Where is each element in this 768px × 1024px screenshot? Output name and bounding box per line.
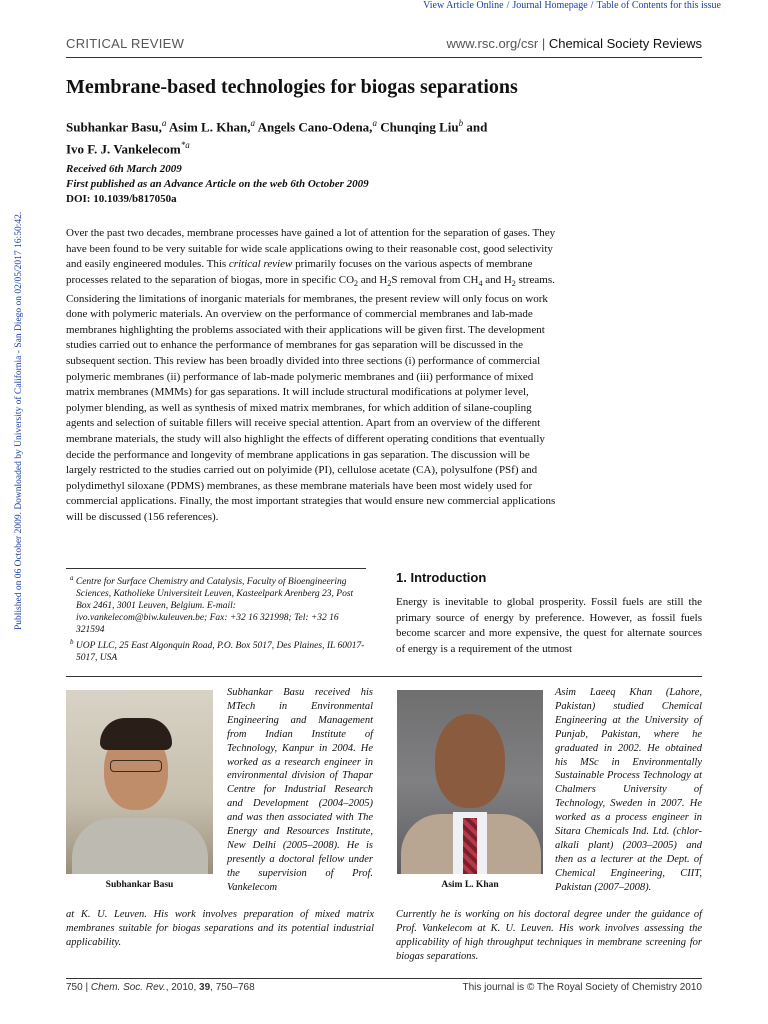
biography-khan-continued: Currently he is working on his doctoral degree under the guidance of Prof. Vankelecom at K. U. Leuven. His work involves assessing the applicability of high throughput techniques in membrane screening for biogas separations.	[396, 909, 702, 962]
doi-label: DOI:	[66, 193, 91, 205]
journal-abbrev: Chem. Soc. Rev.	[90, 982, 166, 993]
author-conjunction: and	[463, 119, 488, 135]
article-title: Membrane-based technologies for biogas separations	[66, 76, 518, 98]
citation-line	[66, 982, 255, 993]
author-photo-khan	[397, 690, 543, 874]
download-stamp-text: Published on 06 October 2009. Downloaded by University of California - San Diego on 02/05/2017 16:50:42.	[14, 211, 24, 630]
subscript: 4	[478, 278, 483, 288]
link-separator: /	[506, 0, 510, 11]
received-date: Received 6th March 2009	[66, 163, 182, 175]
affiliation-text: UOP LLC, 25 East Algonquin Road, P.O. Box 5017, Des Plaines, IL 60017-5017, USA	[75, 641, 365, 664]
author-name: Chunqing Liu	[376, 119, 459, 135]
author-name: Angels Cano-Odena,	[255, 119, 373, 135]
author-affil-mark: a	[161, 118, 167, 128]
journal-url: www.rsc.org/csr	[446, 36, 539, 51]
copyright-notice: This journal is © The Royal Society of Chemistry 2010	[462, 982, 702, 993]
affiliation-item	[66, 572, 366, 636]
abstract	[66, 226, 558, 525]
author-name: Ivo F. J. Vankelecom	[66, 141, 181, 157]
page-number: 750 |	[66, 982, 91, 993]
top-links	[423, 0, 721, 11]
abstract-text	[66, 226, 558, 525]
running-header	[66, 36, 702, 58]
photo-hair	[100, 718, 172, 750]
photo-face	[435, 714, 505, 808]
biography-khan: Asim Laeeq Khan (Lahore, Pakistan) studied Chemical Engineering at the University of Punjab, Pakistan, where he graduated in 2002. He obtained his MSc in Environmentally Sustainable Process Technology at Chalmers University of Technology, Sweden in 2007. He worked as a process engineer in Sitara Chemicals Ind. Ltd. (chlor-alkali plant) (2003–2005) and then as a lecturer at the Dept. of Chemical Engineering, CIIT, Pakistan (2007–2008).	[555, 687, 702, 893]
journal-name: Chemical Society Reviews	[548, 36, 702, 51]
subscript: 2	[511, 278, 516, 288]
photo-caption: Subhankar Basu	[105, 880, 174, 890]
author-affil-mark: *a	[180, 140, 190, 151]
author-name: Subhankar Basu,	[66, 119, 162, 135]
subscript: 2	[387, 278, 392, 288]
download-stamp	[2, 160, 24, 630]
biography-basu: Subhankar Basu received his MTech in Environmental Engineering and Management from Indian Institute of Technology, Kanpur in 2004. He worked as a research engineer in environmental division of Thapar Centre for Industrial Research and Development (2004–2005) and was then associated with The Energy and Resources Institute, New Delhi (2005–2008). He is presently a doctoral fellow under the supervision of Prof. Vankelecom	[227, 687, 373, 893]
page-footer	[66, 978, 702, 993]
affiliation-item	[66, 636, 366, 664]
view-article-online-link[interactable]: View Article Online	[423, 0, 504, 11]
subscript: 2	[354, 278, 359, 288]
biography-basu-continued: at K. U. Leuven. His work involves preparation of mixed matrix membranes suitable for biogas separations and its potential industrial applicability.	[66, 909, 374, 948]
publication-dates	[66, 162, 369, 207]
photo-caption: Asim L. Khan	[441, 880, 499, 890]
abstract-segment: primarily focuses on the various aspects of membrane processes related to the separation of biogas, more in specific CO	[66, 258, 533, 286]
affiliations	[66, 568, 366, 664]
introduction-heading: 1. Introduction	[396, 570, 487, 585]
author-photo-basu	[66, 690, 213, 874]
link-separator: /	[590, 0, 594, 11]
introduction-text: Energy is inevitable to global prosperity. Fossil fuels are still the primary source of energy by preference. However, as fossil fuels become scarcer and more expensive, the quest for alternate sources of energy is a requirement of the utmost	[396, 596, 702, 655]
citation-pages: , 750–768	[210, 982, 255, 993]
author-affil-mark: b	[458, 118, 464, 128]
abstract-segment: and H	[482, 273, 512, 286]
doi-value: 10.1039/b817050a	[93, 193, 177, 205]
abstract-segment: S removal from CH	[391, 273, 479, 286]
section-label: CRITICAL REVIEW	[66, 36, 185, 51]
abstract-emphasis: critical review	[228, 258, 293, 271]
header-divider: |	[541, 36, 546, 51]
affiliation-mark: a	[70, 574, 74, 582]
photo-shoulders	[72, 818, 208, 874]
citation-year: , 2010,	[165, 982, 200, 993]
abstract-segment: streams. Considering the limitations of inorganic materials for membranes, the present review will only focus on work done with polymeric materials. An overview on the performance of commercial membranes and lab-made membranes highlighting the problems associated with their applications will be given first. The development studies carried out to enhance the performance of membranes for gas separation will be discussed in the subsequent section. This review has been broadly divided into three sections (i) performance of commercial polymeric membranes (ii) performance of lab-made polymeric membranes and (iii) performance of mixed matrix membranes (MMMs) for gas separations. It will include structural modifications at polymer level, polymer blending, as well as synthesis of mixed matrix membranes, for which addition of silane-coupling agents and selection of suitable fillers will receive special attention. Apart from an overview of the different membrane materials, the study will also highlight the effects of different operating conditions that eventually decide the performance and longevity of membrane applications in gas separation. The discussion will be largely restricted to the studies carried out on polyimide (PI), cellulose acetate (CA), polysulfone (PSf) and polydimethyl siloxane (PDMS) membranes, as these membrane materials have been most widely used for commercial applications. Finally, the most important strategies that would ensure new commercial applications will be discussed (156 references).	[66, 273, 556, 523]
author-list	[66, 114, 546, 159]
abstract-segment: Over the past two decades, membrane processes have gained a lot of attention for the separation of gases. They have been found to be very suitable for wide scale applications owing to their reasonable cost, good selectivity and easily engineered modules. This	[66, 227, 556, 271]
biography-divider	[66, 676, 702, 677]
affiliation-mark: b	[70, 638, 74, 647]
journal-header	[446, 36, 702, 51]
journal-homepage-link[interactable]: Journal Homepage	[512, 0, 588, 11]
citation-volume: 39	[199, 982, 211, 993]
author-name: Asim L. Khan,	[166, 119, 251, 135]
affiliation-text: Centre for Surface Chemistry and Catalysis, Faculty of Bioengineering Sciences, Katholieke Universiteit Leuven, Kasteelpark Arenberg 23, Post Box 2461, 3001 Leuven, Belgium. E-mail: ivo.vankelecom@biw.kuleuven.be; Fax: +32 16 321998; Tel: +32 16 321594	[75, 577, 354, 636]
photo-tie	[463, 818, 477, 874]
photo-glasses	[110, 760, 162, 772]
table-of-contents-link[interactable]: Table of Contents for this issue	[596, 0, 721, 11]
abstract-segment: and H	[358, 273, 388, 286]
doi-line	[66, 192, 369, 207]
first-published-date: First published as an Advance Article on the web 6th October 2009	[66, 178, 369, 190]
author-affil-mark: a	[372, 118, 377, 128]
author-affil-mark: a	[250, 118, 256, 128]
